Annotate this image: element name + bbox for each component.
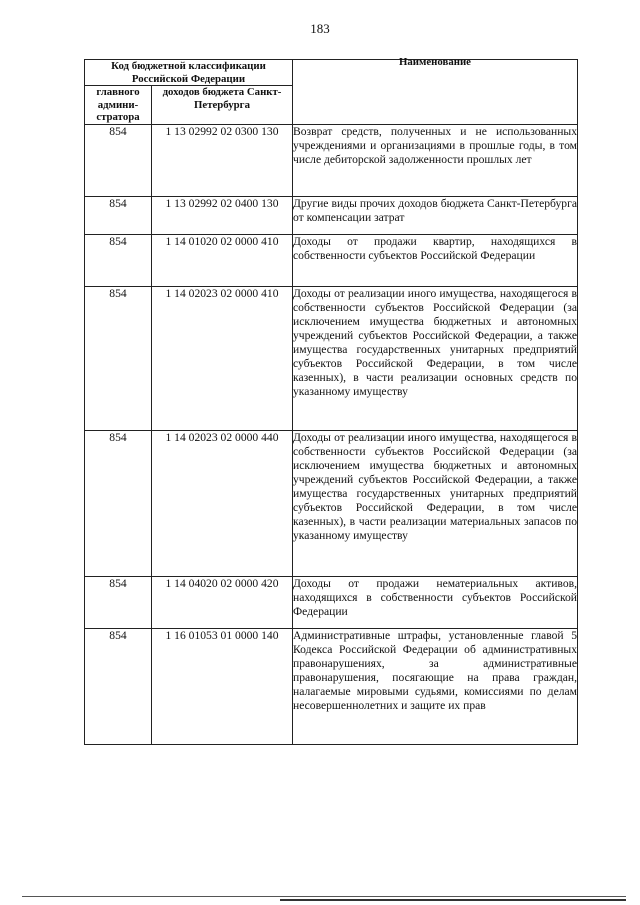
admin-code-cell: 854	[85, 234, 152, 286]
table-row	[85, 430, 578, 576]
header-budget-income: доходов бюджета Санкт-Петербурга	[152, 86, 293, 125]
income-name-cell: Другие виды прочих доходов бюджета Санкт-Петербурга от компенсации затрат	[293, 196, 578, 234]
budget-classification-table	[84, 56, 578, 745]
bottom-edge-line	[22, 896, 626, 897]
table-row	[85, 196, 578, 234]
budget-code-cell: 1 13 02992 02 0300 130	[152, 124, 293, 196]
income-name-cell: Доходы от продажи квартир, находящихся в собственности субъектов Российской Федерации	[293, 234, 578, 286]
bottom-edge-line-thick	[280, 899, 626, 901]
admin-code-cell: 854	[85, 286, 152, 430]
table-row	[85, 124, 578, 196]
table-header-row	[85, 60, 578, 86]
table-row	[85, 576, 578, 628]
table-row	[85, 286, 578, 430]
table-row	[85, 234, 578, 286]
header-name-cell	[293, 56, 578, 125]
budget-code-cell: 1 14 02023 02 0000 440	[152, 430, 293, 576]
header-main-administrator: главного админи-стратора	[85, 86, 152, 125]
admin-code-cell: 854	[85, 628, 152, 744]
table-row	[85, 628, 578, 744]
header-name: Наименование	[399, 56, 471, 68]
admin-code-cell: 854	[85, 430, 152, 576]
income-name-cell: Доходы от продажи нематериальных активов, находящихся в собственности субъектов Российской Федерации	[293, 576, 578, 628]
budget-code-cell: 1 16 01053 01 0000 140	[152, 628, 293, 744]
budget-code-cell: 1 13 02992 02 0400 130	[152, 196, 293, 234]
income-name-cell: Доходы от реализации иного имущества, находящегося в собственности субъектов Российской Федерации (за исключением имущества бюджетных и автономных учреждений субъектов Российской Федерации, а также имущества государственных унитарных предприятий субъектов Российской Федерации, в том числе казенных), в части реализации основных средств по указанному имуществу	[293, 286, 578, 430]
header-classification-code: Код бюджетной классификации Российской Федерации	[85, 60, 293, 86]
admin-code-cell: 854	[85, 124, 152, 196]
budget-code-cell: 1 14 01020 02 0000 410	[152, 234, 293, 286]
admin-code-cell: 854	[85, 576, 152, 628]
income-name-cell: Административные штрафы, установленные главой 5 Кодекса Российской Федерации об административных правонарушениях, за административные правонарушения, посягающие на права граждан, налагаемые мировыми судьями, комиссиями по делам несовершеннолетних и защите их прав	[293, 628, 578, 744]
budget-code-cell: 1 14 04020 02 0000 420	[152, 576, 293, 628]
page-number: 183	[310, 21, 330, 36]
admin-code-cell: 854	[85, 196, 152, 234]
income-name-cell: Возврат средств, полученных и не использованных учреждениями и организациями в прошлые годы, в том числе дебиторской задолженности прошлых лет	[293, 124, 578, 196]
budget-code-cell: 1 14 02023 02 0000 410	[152, 286, 293, 430]
income-name-cell: Доходы от реализации иного имущества, находящегося в собственности субъектов Российской Федерации (за исключением имущества бюджетных и автономных учреждений субъектов Российской Федерации, а также имущества государственных унитарных предприятий субъектов Российской Федерации, в том числе казенных), в части реализации материальных запасов по указанному имуществу	[293, 430, 578, 576]
